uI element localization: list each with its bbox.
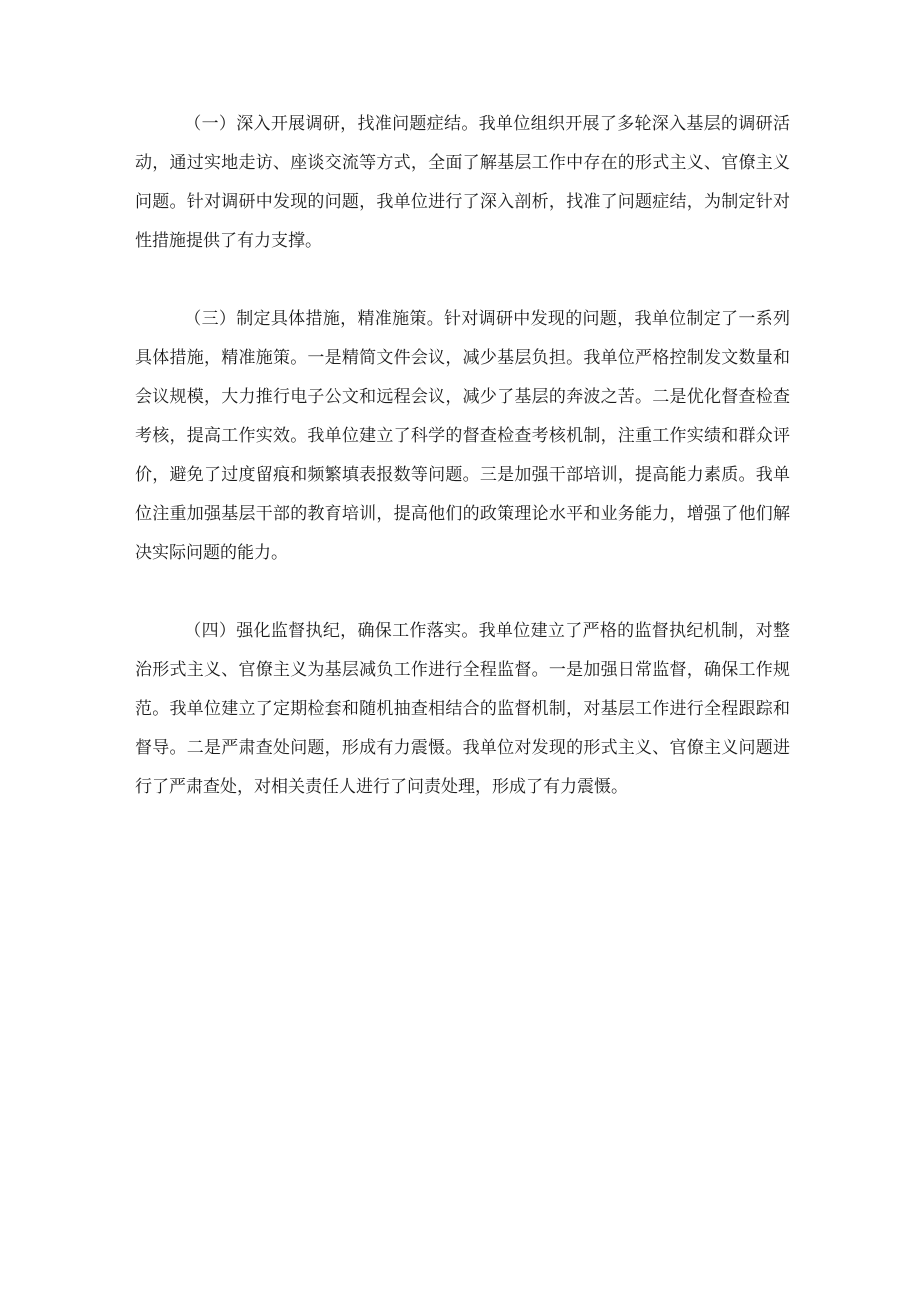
paragraph-supervision: （四）强化监督执纪，确保工作落实。我单位建立了严格的监督执纪机制，对整治形式主义、官僚主义为基层减负工作进行全程监督。一是加强日常监督，确保工作规范。我单位建立了定期检套和随机抽查相结合的监督机制，对基层工作进行全程跟踪和督导。二是严肃查处问题，形成有力震慑。我单位对发现的形式主义、官僚主义问题进行了严肃查处，对相关责任人进行了问责处理，形成了有力震慑。 [135, 621, 790, 797]
paragraph-measures: （三）制定具体措施，精准施策。针对调研中发现的问题，我单位制定了一系列具体措施，精准施策。一是精简文件会议，减少基层负担。我单位严格控制发文数量和会议规模，大力推行电子公文和远程会议，减少了基层的奔波之苦。二是优化督查检查考核，提高工作实效。我单位建立了科学的督查检查考核机制，注重工作实绩和群众评价，避免了过度留痕和频繁填表报数等问题。三是加强干部培训，提高能力素质。我单位注重加强基层干部的教育培训，提高他们的政策理论水平和业务能力，增强了他们解决实际问题的能力。 [135, 309, 790, 563]
document-body [135, 105, 790, 807]
paragraph-research: （一）深入开展调研，找准问题症结。我单位组织开展了多轮深入基层的调研活动，通过实地走访、座谈交流等方式，全面了解基层工作中存在的形式主义、官僚主义问题。针对调研中发现的问题，我单位进行了深入剖析，找准了问题症结，为制定针对性措施提供了有力支撑。 [135, 114, 790, 251]
